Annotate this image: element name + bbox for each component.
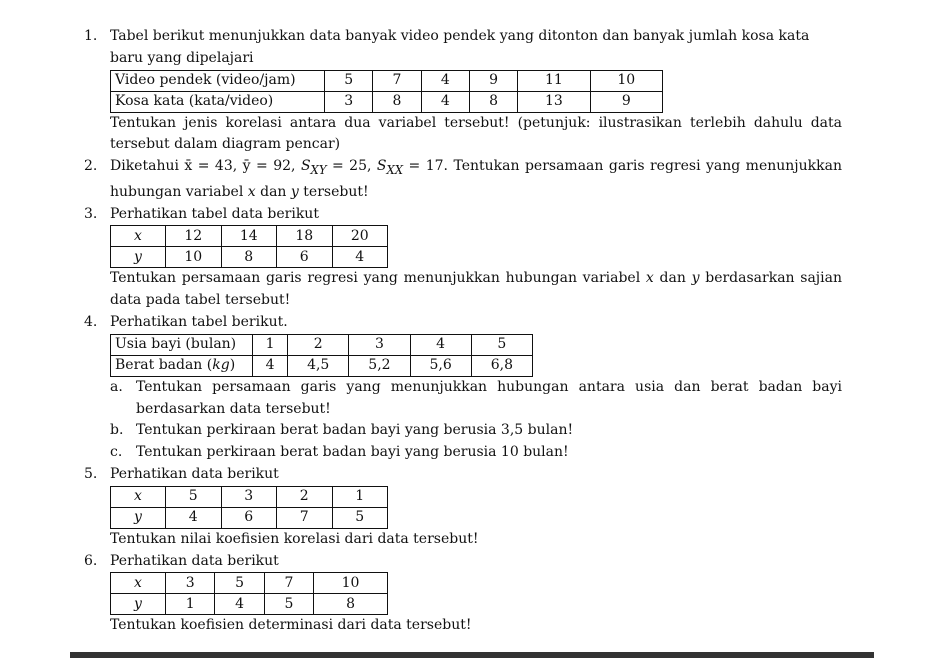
table-cell: 13: [518, 91, 590, 112]
table-cell: 9: [590, 91, 662, 112]
math-sxy: S: [300, 158, 311, 175]
table-cell: 4: [421, 70, 469, 91]
question-task: [110, 268, 842, 312]
table-cell: 7: [373, 70, 421, 91]
sub-label: a.: [110, 378, 123, 395]
text-span: berdasarkan sajian data pada tabel tersebut!: [110, 270, 842, 309]
row-label: Kosa kata (kata/video): [111, 91, 325, 112]
table-cell: 18: [277, 226, 333, 247]
separator: ,: [291, 158, 301, 175]
question-number: 6.: [84, 552, 98, 569]
table-row: [111, 507, 388, 528]
question-number: 1.: [84, 28, 98, 44]
math-value: = 25: [326, 158, 367, 175]
text-span: Tentukan persamaan garis regresi yang menunjukkan hubungan variabel: [110, 270, 646, 287]
question-5: [0, 464, 842, 551]
data-table: [110, 70, 663, 113]
sub-text: Tentukan perkiraan berat badan bayi yang berusia 10 bulan!: [136, 444, 569, 461]
bottom-border: [70, 652, 874, 658]
table-cell: 11: [518, 70, 590, 91]
sub-label: b.: [110, 422, 124, 439]
table-cell: 8: [221, 247, 277, 268]
table-cell: 4: [166, 507, 222, 528]
row-label: y: [111, 594, 166, 615]
question-task: Tentukan koefisien determinasi dari data tersebut!: [110, 617, 472, 634]
row-label: [111, 355, 253, 376]
question-number: 4.: [84, 313, 98, 330]
table-cell: 2: [288, 334, 349, 355]
table-cell: 5: [215, 573, 264, 594]
table-cell: 2: [277, 486, 333, 507]
row-label: Usia bayi (bulan): [111, 334, 253, 355]
row-label: x: [111, 486, 166, 507]
sub-label: c.: [110, 444, 123, 461]
table-cell: 5,2: [349, 355, 410, 376]
table-cell: 20: [332, 226, 388, 247]
table-cell: 4,5: [288, 355, 349, 376]
separator: ,: [366, 158, 377, 175]
math-sxx: S: [376, 158, 387, 175]
table-cell: 5: [325, 70, 373, 91]
table-cell: 3: [166, 573, 215, 594]
table-cell: 3: [349, 334, 410, 355]
table-cell: 3: [325, 91, 373, 112]
table-cell: 6,8: [471, 355, 532, 376]
question-3: [0, 204, 842, 312]
variable-y: y: [691, 270, 700, 287]
table-row: [111, 70, 663, 91]
question-intro: Tabel berikut menunjukkan data banyak video pendek yang ditonton dan banyak jumlah kosa kata baru yang dipelajari: [110, 28, 810, 66]
sub-question-b: [110, 420, 842, 442]
sub-text: Tentukan persamaan garis yang menunjukkan hubungan antara usia dan berat badan bayi berdasarkan data tersebut!: [136, 378, 842, 417]
table-row: [111, 573, 388, 594]
row-label: Video pendek (video/jam): [111, 70, 325, 91]
data-table: [110, 225, 388, 268]
table-cell: 10: [590, 70, 662, 91]
question-intro: Perhatikan tabel berikut.: [110, 313, 288, 330]
table-cell: 5,6: [410, 355, 471, 376]
text-span: Berat badan (: [115, 357, 213, 374]
table-row: [111, 355, 533, 376]
worksheet: [0, 26, 935, 637]
text-span: tersebut!: [298, 183, 369, 200]
text-span: Diketahui: [110, 158, 185, 175]
row-label: y: [111, 507, 166, 528]
data-table: [110, 572, 388, 615]
table-cell: 6: [221, 507, 277, 528]
question-number: 2.: [84, 158, 98, 175]
table-cell: 5: [166, 486, 222, 507]
question-4: [0, 312, 842, 464]
text-span: dan: [653, 270, 692, 287]
data-table: [110, 486, 388, 529]
text-span: ): [229, 357, 236, 374]
variable-x: x: [645, 270, 654, 287]
table-cell: 8: [314, 594, 388, 615]
table-cell: 1: [166, 594, 215, 615]
table-row: [111, 486, 388, 507]
question-task: Tentukan jenis korelasi antara dua variabel tersebut! (petunjuk: ilustrasikan terlebih dahulu data tersebut dalam diagram pencar): [110, 114, 842, 153]
data-table: [110, 334, 533, 377]
table-cell: 14: [221, 226, 277, 247]
variable-x: x: [247, 183, 256, 200]
table-cell: 12: [166, 226, 222, 247]
table-cell: 1: [332, 486, 388, 507]
sub-text: Tentukan perkiraan berat badan bayi yang berusia 3,5 bulan!: [136, 422, 574, 439]
table-cell: 4: [421, 91, 469, 112]
math-xbar: x̄ = 43: [184, 158, 233, 175]
row-label: y: [111, 247, 166, 268]
math-value: = 17: [403, 158, 444, 175]
unit-kg: kg: [212, 357, 230, 374]
question-number: 3.: [84, 205, 98, 222]
table-cell: 4: [253, 355, 288, 376]
separator: ,: [232, 158, 243, 175]
math-subscript: XX: [386, 162, 404, 177]
math-ybar: ȳ = 92: [242, 158, 292, 175]
question-6: [0, 551, 842, 638]
table-cell: 8: [373, 91, 421, 112]
table-row: [111, 594, 388, 615]
table-cell: 1: [253, 334, 288, 355]
table-cell: 4: [215, 594, 264, 615]
question-intro: Perhatikan tabel data berikut: [110, 205, 319, 222]
table-row: [111, 226, 388, 247]
question-intro: Perhatikan data berikut: [110, 552, 279, 569]
table-cell: 10: [166, 247, 222, 268]
question-number: 5.: [84, 465, 98, 482]
sub-question-a: [110, 377, 842, 421]
table-cell: 5: [471, 334, 532, 355]
table-cell: 5: [332, 507, 388, 528]
question-intro: Perhatikan data berikut: [110, 465, 279, 482]
table-row: [111, 91, 663, 112]
table-cell: 3: [221, 486, 277, 507]
variable-y: y: [290, 183, 299, 200]
text-span: . Tentukan persamaan garis regresi yang menunjukkan hubungan variabel: [110, 158, 842, 200]
table-cell: 5: [264, 594, 313, 615]
sub-question-c: [110, 442, 842, 464]
table-cell: 4: [410, 334, 471, 355]
table-cell: 8: [469, 91, 517, 112]
table-cell: 6: [277, 247, 333, 268]
table-row: [111, 334, 533, 355]
row-label: x: [111, 226, 166, 247]
row-label: x: [111, 573, 166, 594]
text-span: dan: [255, 183, 291, 200]
question-task: Tentukan nilai koefisien korelasi dari data tersebut!: [110, 530, 479, 547]
table-cell: 4: [332, 247, 388, 268]
table-cell: 10: [314, 573, 388, 594]
question-text: [110, 156, 842, 203]
table-row: [111, 247, 388, 268]
table-cell: 7: [264, 573, 313, 594]
math-subscript: XY: [310, 162, 327, 177]
question-1: [0, 26, 842, 156]
question-2: [0, 156, 842, 203]
table-cell: 7: [277, 507, 333, 528]
table-cell: 9: [469, 70, 517, 91]
